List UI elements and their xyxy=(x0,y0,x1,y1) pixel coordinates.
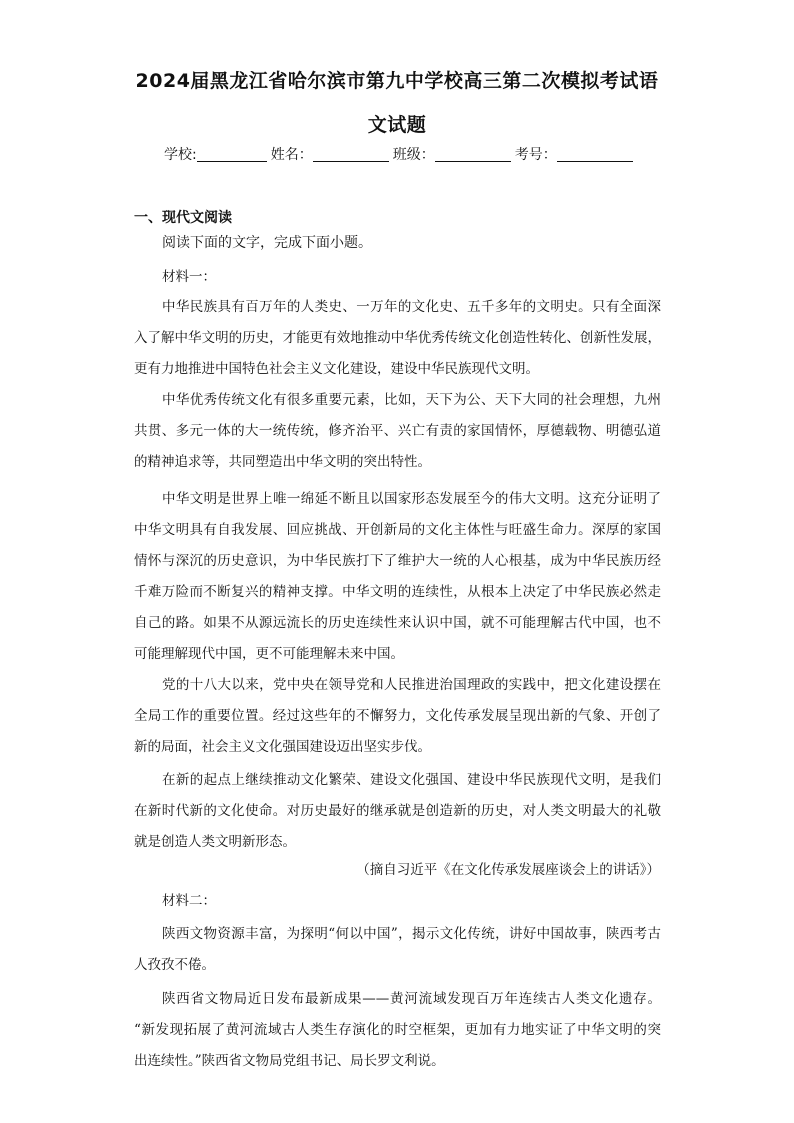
material-2-label: 材料二： xyxy=(162,893,216,909)
paragraph-line: 共贯、多元一体的大一统传统，修齐治平、兴亡有责的家国情怀，厚德载物、明德弘道 xyxy=(134,423,661,439)
paragraph-line: 入了解中华文明的历史，才能更有效地推动中华优秀传统文化创造性转化、创新性发展， xyxy=(134,330,661,346)
paragraph-line: 就是创造人类文明新形态。 xyxy=(134,834,296,850)
paragraph-line: 新的局面，社会主义文化强国建设迈出坚实步伐。 xyxy=(134,739,431,755)
paragraph-line: 党的十八大以来，党中央在领导党和人民推进治国理政的实践中，把文化建设摆在 xyxy=(162,677,661,693)
paragraph-line: 中华民族具有百万年的人类史、一万年的文化史、五千多年的文明史。只有全面深 xyxy=(162,299,661,315)
paragraph-line: 的精神追求等，共同塑造出中华文明的突出特性。 xyxy=(134,454,431,470)
paragraph-line: 更有力地推进中国特色社会主义文化建设，建设中华民族现代文明。 xyxy=(134,361,539,377)
exam-number-label: 考号： xyxy=(514,147,557,163)
paragraph-line: 可能理解现代中国，更不可能理解未来中国。 xyxy=(134,646,404,662)
student-info-row xyxy=(164,144,633,164)
document-title-line-2: 文试题 xyxy=(367,114,427,136)
paragraph-line: 出连续性。”陕西省文物局党组书记、局长罗文利说。 xyxy=(134,1053,445,1069)
name-label: 姓名： xyxy=(270,147,313,163)
paragraph-line: “新发现拓展了黄河流域古人类生存演化的时空框架，更加有力地实证了中华文明的突 xyxy=(134,1022,661,1038)
section-heading: 一、现代文阅读 xyxy=(134,210,232,226)
material-1-source: （摘自习近平《在文化传承发展座谈会上的讲话》） xyxy=(356,862,660,878)
paragraph-line: 陕西省文物局近日发布最新成果——黄河流域发现百万年连续古人类文化遗存。 xyxy=(162,991,661,1007)
paragraph-line: 在新时代新的文化使命。对历史最好的继承就是创造新的历史，对人类文明最大的礼敬 xyxy=(134,803,661,819)
paragraph-line: 千难万险而不断复兴的精神支撑。中华文明的连续性，从根本上决定了中华民族必然走 xyxy=(134,584,661,600)
paragraph-line: 中华优秀传统文化有很多重要元素，比如，天下为公、天下大同的社会理想，九州 xyxy=(162,392,661,408)
paragraph-line: 人孜孜不倦。 xyxy=(134,957,215,973)
document-title-line-1: 2024届黑龙江省哈尔滨市第九中学校高三第二次模拟考试语 xyxy=(135,70,659,92)
paragraph-line: 自己的路。如果不从源远流长的历史连续性来认识中国，就不可能理解古代中国，也不 xyxy=(134,615,661,631)
section-instruction: 阅读下面的文字，完成下面小题。 xyxy=(162,235,372,251)
material-1-label: 材料一： xyxy=(162,269,216,285)
class-blank[interactable] xyxy=(435,147,511,162)
class-label: 班级： xyxy=(392,147,435,163)
school-blank[interactable] xyxy=(197,147,267,162)
name-blank[interactable] xyxy=(313,147,389,162)
paragraph-line: 情怀与深沉的历史意识，为中华民族打下了维护大一统的人心根基，成为中华民族历经 xyxy=(134,553,661,569)
paragraph-line: 在新的起点上继续推动文化繁荣、建设文化强国、建设中华民族现代文明，是我们 xyxy=(162,772,661,788)
paragraph-line: 全局工作的重要位置。经过这些年的不懈努力，文化传承发展呈现出新的气象、开创了 xyxy=(134,708,661,724)
paragraph-line: 中华文明具有自我发展、回应挑战、开创新局的文化主体性与旺盛生命力。深厚的家国 xyxy=(134,522,661,538)
exam-number-blank[interactable] xyxy=(557,147,633,162)
paragraph-line: 中华文明是世界上唯一绵延不断且以国家形态发展至今的伟大文明。这充分证明了 xyxy=(162,491,661,507)
school-label: 学校: xyxy=(164,147,197,163)
paragraph-line: 陕西文物资源丰富，为探明“何以中国”，揭示文化传统，讲好中国故事，陕西考古 xyxy=(162,926,661,942)
